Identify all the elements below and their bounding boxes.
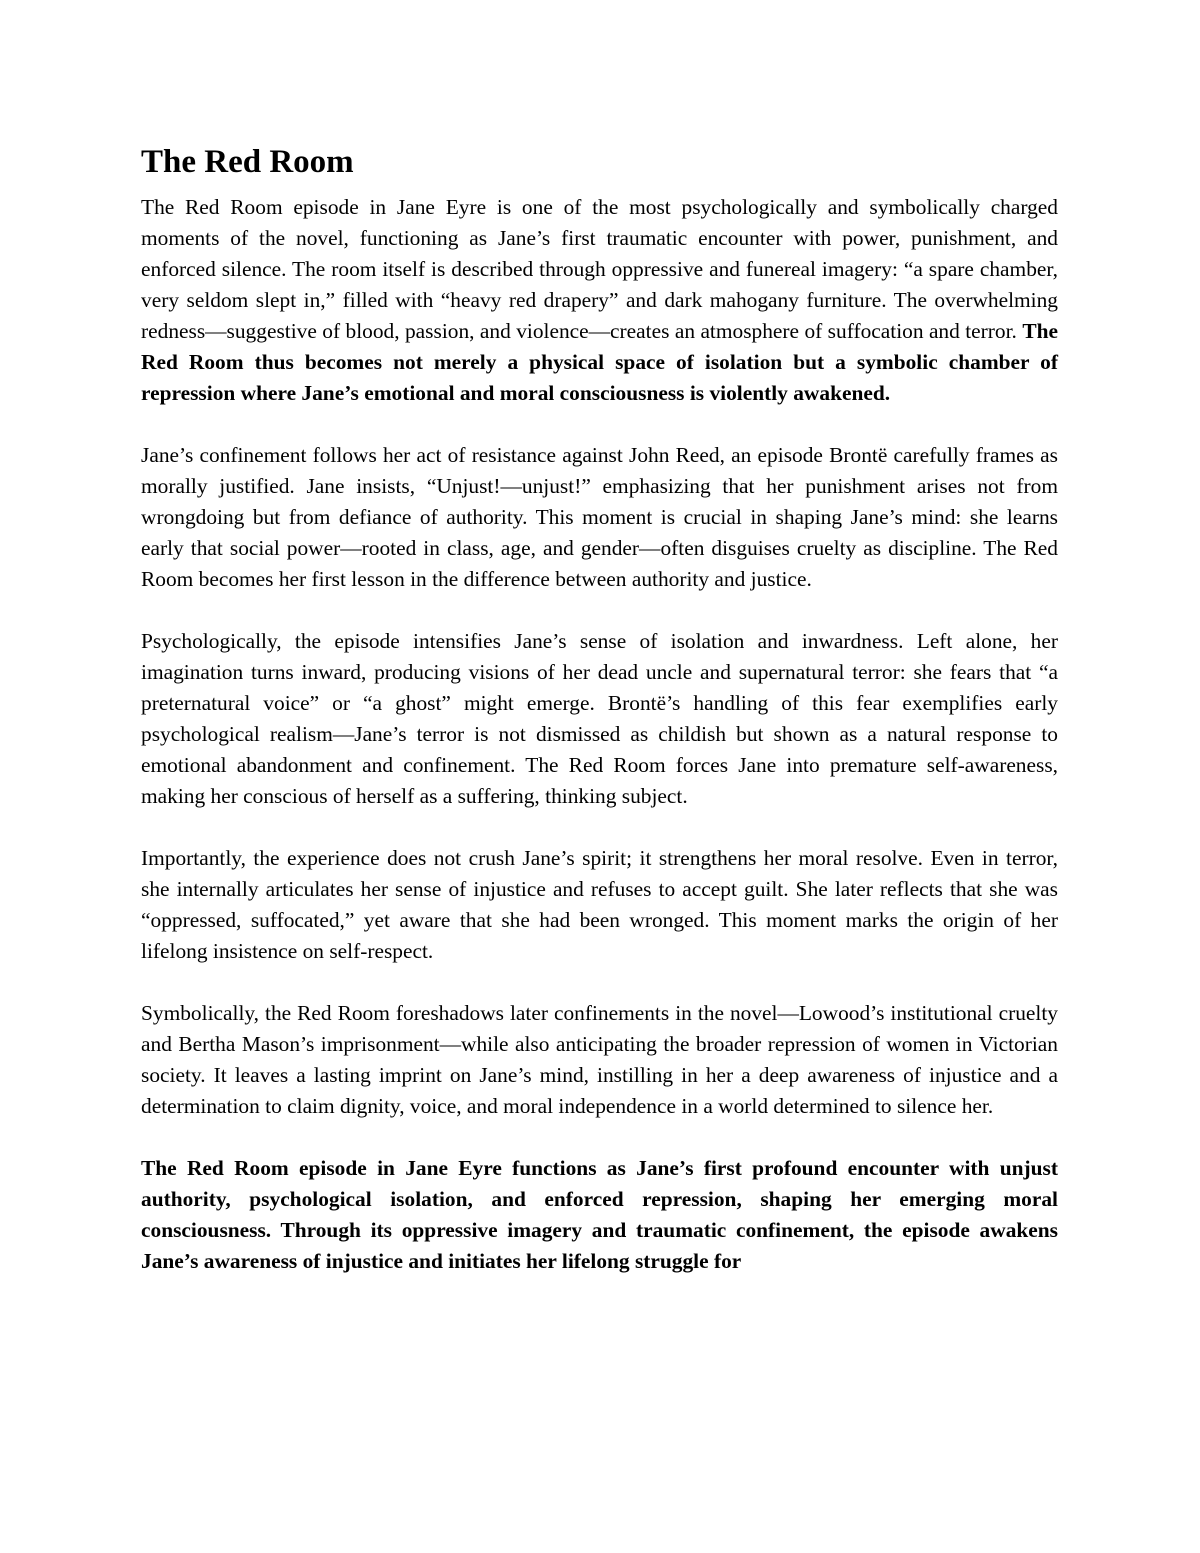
paragraph-4: Importantly, the experience does not crush Jane’s spirit; it strengthens her moral resolve. Even in terror, she internally articulates her sense of injustice and refuses to accept guilt. She later reflects that she was “oppressed, suffocated,” yet aware that she had been wronged. This moment marks the origin of her lifelong insistence on self-respect. (141, 846, 1058, 963)
paragraph-5: Symbolically, the Red Room foreshadows later confinements in the novel—Lowood’s institutional cruelty and Bertha Mason’s imprisonment—while also anticipating the broader repression of women in Victorian society. It leaves a lasting imprint on Jane’s mind, instilling in her a deep awareness of injustice and a determination to claim dignity, voice, and moral independence in a world determined to silence her. (141, 1001, 1058, 1118)
paragraph-3: Psychologically, the episode intensifies Jane’s sense of isolation and inwardness. Left alone, her imagination turns inward, producing visions of her dead uncle and supernatural terror: she fears that “a preternatural voice” or “a ghost” might emerge. Brontë’s handling of this fear exemplifies early psychological realism—Jane’s terror is not dismissed as childish but shown as a natural response to emotional abandonment and confinement. The Red Room forces Jane into premature self-awareness, making her conscious of herself as a suffering, thinking subject. (141, 629, 1058, 808)
paragraph-6-conclusion: The Red Room episode in Jane Eyre functions as Jane’s first profound encounter with unjust authority, psychological isolation, and enforced repression, shaping her emerging moral consciousness. Through its oppressive imagery and traumatic confinement, the episode awakens Jane’s awareness of injustice and initiates her lifelong struggle for (141, 1156, 1058, 1273)
paragraph-1 (141, 192, 1058, 409)
paragraph-1-bold-text: The Red Room thus becomes not merely a physical space of isolation but a symbolic chamber of repression where Jane’s emotional and moral consciousness is violently awakened. (141, 319, 1058, 405)
paragraph-2: Jane’s confinement follows her act of resistance against John Reed, an episode Brontë carefully frames as morally justified. Jane insists, “Unjust!—unjust!” emphasizing that her punishment arises not from wrongdoing but from defiance of authority. This moment is crucial in shaping Jane’s mind: she learns early that social power—rooted in class, age, and gender—often disguises cruelty as discipline. The Red Room becomes her first lesson in the difference between authority and justice. (141, 443, 1058, 591)
document-page (141, 138, 1058, 1308)
page-title: The Red Room (141, 144, 354, 180)
paragraph-1-text: The Red Room episode in Jane Eyre is one of the most psychologically and symbolically charged moments of the novel, functioning as Jane’s first traumatic encounter with power, punishment, and enforced silence. The room itself is described through oppressive and funereal imagery: “a spare chamber, very seldom slept in,” filled with “heavy red drapery” and dark mahogany furniture. The overwhelming redness—suggestive of blood, passion, and violence—creates an atmosphere of suffocation and terror. (141, 195, 1058, 343)
